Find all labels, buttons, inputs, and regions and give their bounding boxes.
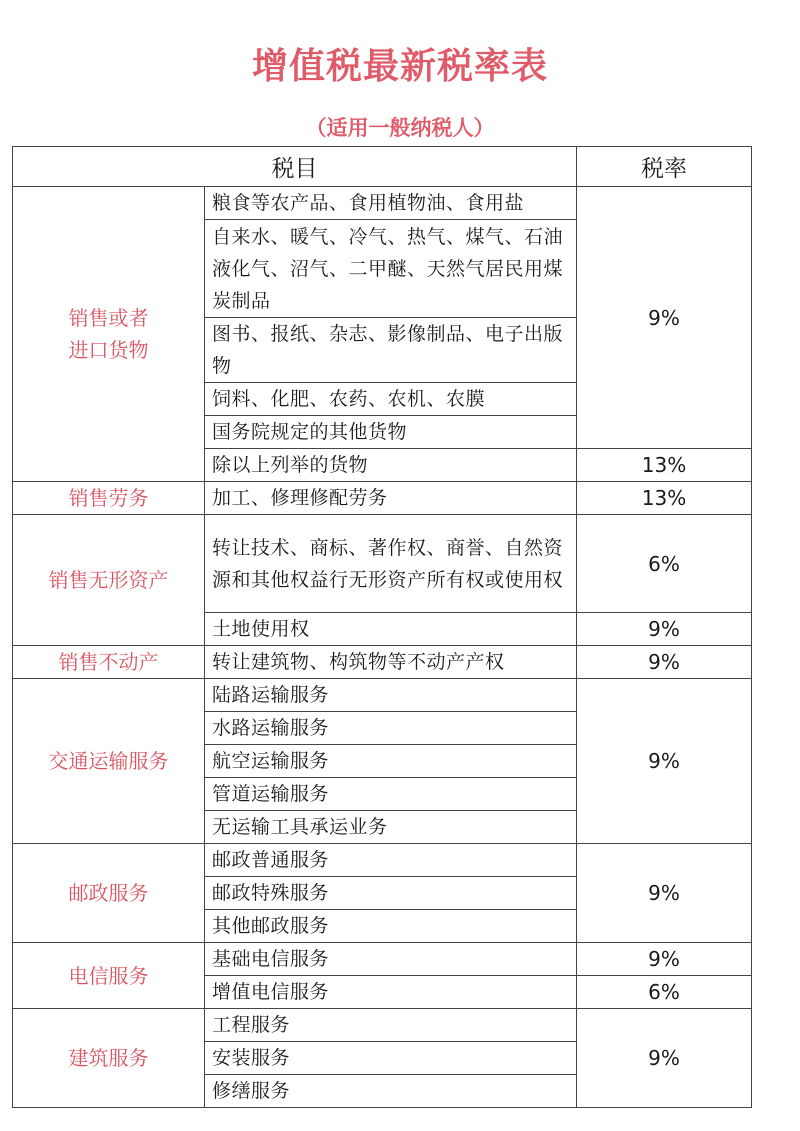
table-row bbox=[13, 1009, 752, 1042]
item-cell: 图书、报纸、杂志、影像制品、电子出版物 bbox=[205, 318, 577, 383]
category-intangible: 销售无形资产 bbox=[13, 515, 205, 646]
table-row bbox=[13, 679, 752, 712]
item-cell: 增值电信服务 bbox=[205, 976, 577, 1009]
table-row bbox=[13, 646, 752, 679]
item-cell: 转让技术、商标、著作权、商誉、自然资源和其他权益行无形资产所有权或使用权 bbox=[205, 515, 577, 613]
item-cell: 无运输工具承运业务 bbox=[205, 811, 577, 844]
item-cell: 加工、修理修配劳务 bbox=[205, 482, 577, 515]
rate-cell: 6% bbox=[577, 976, 752, 1009]
rate-cell: 6% bbox=[577, 515, 752, 613]
category-construction: 建筑服务 bbox=[13, 1009, 205, 1108]
item-cell: 土地使用权 bbox=[205, 613, 577, 646]
page-subtitle: （适用一般纳税人） bbox=[305, 116, 495, 140]
category-transport: 交通运输服务 bbox=[13, 679, 205, 844]
rate-cell: 9% bbox=[577, 613, 752, 646]
category-realestate: 销售不动产 bbox=[13, 646, 205, 679]
rate-cell: 9% bbox=[577, 187, 752, 449]
table-row bbox=[13, 482, 752, 515]
item-cell: 水路运输服务 bbox=[205, 712, 577, 745]
rate-cell: 9% bbox=[577, 943, 752, 976]
item-cell: 粮食等农产品、食用植物油、食用盐 bbox=[205, 187, 577, 220]
item-cell: 国务院规定的其他货物 bbox=[205, 416, 577, 449]
rate-cell: 9% bbox=[577, 1009, 752, 1108]
table-row bbox=[13, 187, 752, 220]
item-cell: 邮政普通服务 bbox=[205, 844, 577, 877]
category-postal: 邮政服务 bbox=[13, 844, 205, 943]
item-cell: 饲料、化肥、农药、农机、农膜 bbox=[205, 383, 577, 416]
table-row bbox=[13, 844, 752, 877]
table-row bbox=[13, 943, 752, 976]
item-cell: 转让建筑物、构筑物等不动产产权 bbox=[205, 646, 577, 679]
header-item: 税目 bbox=[13, 147, 577, 187]
rate-cell: 13% bbox=[577, 449, 752, 482]
category-labor: 销售劳务 bbox=[13, 482, 205, 515]
category-goods: 销售或者 进口货物 bbox=[13, 187, 205, 482]
item-cell: 其他邮政服务 bbox=[205, 910, 577, 943]
item-cell: 邮政特殊服务 bbox=[205, 877, 577, 910]
rate-cell: 13% bbox=[577, 482, 752, 515]
item-cell: 修缮服务 bbox=[205, 1075, 577, 1108]
item-cell: 基础电信服务 bbox=[205, 943, 577, 976]
rate-cell: 9% bbox=[577, 646, 752, 679]
table-header-row bbox=[13, 147, 752, 187]
item-cell: 工程服务 bbox=[205, 1009, 577, 1042]
item-cell: 自来水、暖气、冷气、热气、煤气、石油液化气、沼气、二甲醚、天然气居民用煤炭制品 bbox=[205, 220, 577, 318]
item-cell: 除以上列举的货物 bbox=[205, 449, 577, 482]
item-cell: 安装服务 bbox=[205, 1042, 577, 1075]
category-telecom: 电信服务 bbox=[13, 943, 205, 1009]
table-row bbox=[13, 515, 752, 613]
tax-rate-table bbox=[12, 146, 752, 1108]
item-cell: 管道运输服务 bbox=[205, 778, 577, 811]
rate-cell: 9% bbox=[577, 679, 752, 844]
item-cell: 航空运输服务 bbox=[205, 745, 577, 778]
item-cell: 陆路运输服务 bbox=[205, 679, 577, 712]
rate-cell: 9% bbox=[577, 844, 752, 943]
page-title: 增值税最新税率表 bbox=[251, 46, 548, 87]
header-rate: 税率 bbox=[577, 147, 752, 187]
